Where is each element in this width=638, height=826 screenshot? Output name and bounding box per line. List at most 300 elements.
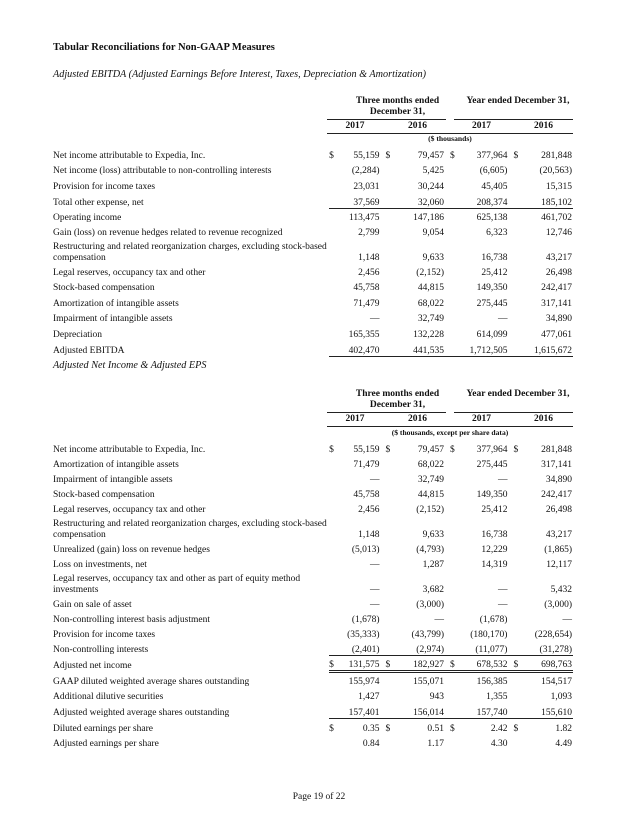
currency-symbol bbox=[450, 176, 458, 192]
currency-symbol bbox=[386, 192, 394, 208]
currency-symbol bbox=[450, 555, 458, 570]
currency-symbol bbox=[386, 570, 394, 595]
cell-value: 317,141 bbox=[541, 460, 572, 470]
cell-value: 477,061 bbox=[541, 330, 572, 340]
cell-value: 71,479 bbox=[353, 460, 380, 470]
cell-value: 12,229 bbox=[481, 545, 508, 555]
cell-value: 317,141 bbox=[541, 299, 572, 309]
currency-symbol: $ bbox=[513, 724, 519, 734]
cell-value: 32,749 bbox=[417, 475, 444, 485]
table-row bbox=[53, 687, 573, 702]
row-label: Stock-based compensation bbox=[53, 489, 155, 500]
group-header-three-months: Three months ended December 31, bbox=[355, 96, 440, 117]
table-row bbox=[53, 340, 573, 356]
cell-value: (4,793) bbox=[416, 545, 444, 555]
cell-value: 4.30 bbox=[490, 739, 508, 749]
cell-value: 1,148 bbox=[358, 530, 380, 540]
page-footer: Page 19 of 22 bbox=[292, 792, 346, 802]
row-label: Non-controlling interests bbox=[53, 644, 149, 655]
currency-symbol bbox=[450, 671, 458, 687]
cell-value: 242,417 bbox=[541, 283, 572, 293]
currency-symbol bbox=[329, 192, 337, 208]
currency-symbol bbox=[513, 278, 521, 293]
currency-symbol bbox=[386, 610, 394, 625]
cell-value: 37,569 bbox=[337, 192, 385, 208]
row-label: Depreciation bbox=[53, 329, 103, 340]
currency-symbol bbox=[513, 208, 521, 223]
currency-symbol bbox=[450, 610, 458, 625]
cell-value: (3,000) bbox=[416, 600, 444, 610]
currency-symbol bbox=[513, 293, 521, 309]
group-header-three-months: Three months ended December 31, bbox=[355, 389, 440, 410]
cell-value: 25,412 bbox=[481, 505, 508, 515]
table-row bbox=[53, 485, 573, 500]
row-label: Amortization of intangible assets bbox=[53, 459, 179, 470]
currency-symbol bbox=[450, 324, 458, 340]
section-subtitle-adjusted-net-income: Adjusted Net Income & Adjusted EPS bbox=[53, 360, 207, 371]
cell-value: 1,615,672 bbox=[522, 340, 574, 356]
currency-symbol bbox=[329, 640, 337, 655]
currency-symbol: $ bbox=[513, 151, 519, 161]
cell-value: 79,457 bbox=[417, 151, 444, 161]
currency-symbol: $ bbox=[449, 151, 455, 161]
currency-symbol bbox=[450, 687, 458, 702]
currency-symbol bbox=[513, 485, 521, 500]
cell-value: 377,964 bbox=[476, 151, 508, 161]
currency-symbol bbox=[513, 625, 521, 640]
currency-symbol bbox=[329, 470, 337, 485]
cell-value: 26,498 bbox=[545, 505, 572, 515]
currency-symbol bbox=[329, 278, 337, 293]
currency-symbol bbox=[450, 540, 458, 555]
cell-value: 132,228 bbox=[413, 330, 444, 340]
table-row bbox=[53, 238, 573, 263]
cell-value: 2.42 bbox=[490, 724, 508, 734]
table-row bbox=[53, 324, 573, 340]
table-row bbox=[53, 640, 573, 655]
cell-value: 147,186 bbox=[413, 213, 444, 223]
cell-value: — bbox=[497, 585, 508, 595]
cell-value: — bbox=[370, 600, 380, 610]
currency-symbol bbox=[329, 595, 337, 610]
currency-symbol bbox=[450, 640, 458, 655]
currency-symbol bbox=[386, 176, 394, 192]
currency-symbol bbox=[386, 515, 394, 540]
currency-symbol bbox=[450, 734, 458, 749]
table-row bbox=[53, 263, 573, 278]
cell-value: 275,445 bbox=[476, 299, 508, 309]
currency-symbol bbox=[386, 485, 394, 500]
row-label: Adjusted net income bbox=[53, 660, 132, 671]
cell-value: 2,456 bbox=[358, 268, 380, 278]
cell-value: 149,350 bbox=[476, 283, 508, 293]
cell-value: 71,479 bbox=[353, 299, 380, 309]
table-row bbox=[53, 515, 573, 540]
currency-symbol bbox=[386, 640, 394, 655]
row-label: Gain on sale of asset bbox=[53, 599, 132, 610]
row-label: Loss on investments, net bbox=[53, 559, 147, 570]
section-subtitle-ebitda: Adjusted EBITDA (Adjusted Earnings Before Interest, Taxes, Depreciation & Amortization) bbox=[53, 69, 427, 80]
currency-symbol bbox=[329, 570, 337, 595]
table-row bbox=[53, 192, 573, 208]
cell-value: 0.84 bbox=[362, 739, 380, 749]
currency-symbol bbox=[513, 176, 521, 192]
cell-value: 34,890 bbox=[545, 475, 572, 485]
currency-symbol bbox=[386, 702, 394, 718]
currency-symbol bbox=[450, 293, 458, 309]
cell-value: 154,517 bbox=[541, 677, 572, 687]
cell-value: 68,022 bbox=[417, 299, 444, 309]
table-row bbox=[53, 555, 573, 570]
cell-value: 943 bbox=[429, 692, 444, 702]
currency-symbol bbox=[329, 734, 337, 749]
currency-symbol bbox=[450, 223, 458, 238]
currency-symbol bbox=[450, 278, 458, 293]
cell-value: 113,475 bbox=[348, 213, 380, 223]
currency-symbol bbox=[329, 485, 337, 500]
currency-symbol bbox=[450, 161, 458, 176]
table-row bbox=[53, 610, 573, 625]
currency-symbol bbox=[450, 625, 458, 640]
cell-value: 2,456 bbox=[358, 505, 380, 515]
cell-value: 275,445 bbox=[476, 460, 508, 470]
cell-value: (1,678) bbox=[479, 615, 508, 625]
cell-value: (1,678) bbox=[351, 615, 380, 625]
table-row bbox=[53, 570, 573, 595]
table-row bbox=[53, 734, 573, 749]
cell-value: 30,244 bbox=[417, 182, 444, 192]
currency-symbol bbox=[513, 238, 521, 263]
cell-value: 45,758 bbox=[353, 490, 380, 500]
cell-value: (5,013) bbox=[351, 545, 380, 555]
cell-value: 698,763 bbox=[522, 655, 574, 671]
currency-symbol bbox=[513, 340, 521, 356]
row-label: Legal reserves, occupancy tax and other bbox=[53, 267, 206, 278]
cell-value: (3,000) bbox=[544, 600, 572, 610]
currency-symbol bbox=[513, 702, 521, 718]
currency-symbol bbox=[386, 595, 394, 610]
year-header: 2016 bbox=[408, 414, 427, 424]
cell-value: (11,077) bbox=[458, 640, 513, 655]
currency-symbol bbox=[513, 192, 521, 208]
cell-value: (6,605) bbox=[479, 166, 508, 176]
cell-value: 3,682 bbox=[422, 585, 444, 595]
currency-symbol bbox=[386, 324, 394, 340]
cell-value: (20,563) bbox=[539, 166, 572, 176]
cell-value: — bbox=[497, 314, 508, 324]
cell-value: 4.49 bbox=[555, 739, 572, 749]
year-header: 2017 bbox=[345, 414, 365, 424]
table-row bbox=[53, 455, 573, 470]
cell-value: 1.82 bbox=[555, 724, 572, 734]
cell-value: 461,702 bbox=[541, 213, 572, 223]
row-label: Stock-based compensation bbox=[53, 282, 155, 293]
cell-value: — bbox=[497, 475, 508, 485]
ebitda-table bbox=[53, 145, 573, 357]
currency-symbol: $ bbox=[449, 445, 455, 455]
currency-symbol bbox=[329, 238, 337, 263]
cell-value: 1,287 bbox=[422, 560, 444, 570]
table-row bbox=[53, 440, 573, 455]
currency-symbol bbox=[450, 309, 458, 324]
currency-symbol bbox=[329, 555, 337, 570]
year-header: 2017 bbox=[472, 121, 491, 131]
cell-value: 242,417 bbox=[541, 490, 572, 500]
currency-symbol: $ bbox=[449, 724, 455, 734]
currency-symbol bbox=[450, 485, 458, 500]
cell-value: — bbox=[562, 615, 572, 625]
cell-value: 9,054 bbox=[422, 228, 444, 238]
currency-symbol bbox=[329, 540, 337, 555]
currency-symbol bbox=[329, 324, 337, 340]
currency-symbol bbox=[329, 223, 337, 238]
currency-symbol: $ bbox=[513, 445, 519, 455]
row-label: Legal reserves, occupancy tax and other bbox=[53, 504, 206, 515]
table-row bbox=[53, 145, 573, 161]
currency-symbol bbox=[450, 470, 458, 485]
cell-value: 15,315 bbox=[545, 182, 572, 192]
cell-value: (2,284) bbox=[351, 166, 380, 176]
currency-symbol: $ bbox=[385, 445, 391, 455]
cell-value: 1,148 bbox=[358, 253, 380, 263]
group-header-year: Year ended December 31, bbox=[466, 389, 570, 399]
row-label: Net income attributable to Expedia, Inc. bbox=[53, 150, 206, 161]
cell-value: (2,152) bbox=[416, 505, 444, 515]
currency-symbol bbox=[450, 515, 458, 540]
currency-symbol bbox=[386, 263, 394, 278]
currency-symbol: $ bbox=[385, 724, 391, 734]
cell-value: 625,138 bbox=[476, 213, 508, 223]
cell-value: 23,031 bbox=[353, 182, 380, 192]
cell-value: 1,355 bbox=[486, 692, 508, 702]
row-label: Restructuring and related reorganization charges, excluding stock-based compensation bbox=[53, 242, 327, 263]
cell-value: 44,815 bbox=[417, 283, 444, 293]
currency-symbol: $ bbox=[329, 445, 334, 455]
cell-value: 1,427 bbox=[358, 692, 380, 702]
cell-value: 5,425 bbox=[422, 166, 444, 176]
cell-value: 34,890 bbox=[545, 314, 572, 324]
cell-value: 16,738 bbox=[481, 530, 508, 540]
currency-symbol: $ bbox=[385, 151, 391, 161]
page-title: Tabular Reconciliations for Non-GAAP Measures bbox=[53, 42, 275, 53]
row-label: Impairment of intangible assets bbox=[53, 474, 173, 485]
table-row bbox=[53, 176, 573, 192]
cell-value: 9,633 bbox=[422, 253, 444, 263]
currency-symbol bbox=[329, 625, 337, 640]
table-row bbox=[53, 655, 573, 671]
currency-symbol bbox=[513, 595, 521, 610]
currency-symbol: $ bbox=[329, 724, 334, 734]
cell-value: (1,865) bbox=[544, 545, 572, 555]
cell-value: 1,712,505 bbox=[458, 340, 513, 356]
table-row bbox=[53, 161, 573, 176]
year-header: 2017 bbox=[472, 414, 491, 424]
currency-symbol bbox=[513, 455, 521, 470]
cell-value: 377,964 bbox=[476, 445, 508, 455]
row-label: Gain (loss) on revenue hedges related to revenue recognized bbox=[53, 227, 283, 238]
year-header: 2016 bbox=[534, 414, 553, 424]
cell-value: 16,738 bbox=[481, 253, 508, 263]
table-row bbox=[53, 470, 573, 485]
cell-value: 614,099 bbox=[476, 330, 508, 340]
cell-value: (2,152) bbox=[416, 268, 444, 278]
currency-symbol bbox=[386, 238, 394, 263]
currency-symbol bbox=[329, 687, 337, 702]
currency-symbol bbox=[513, 640, 521, 655]
cell-value: 441,535 bbox=[394, 340, 450, 356]
row-label: Adjusted EBITDA bbox=[53, 345, 125, 356]
row-label: GAAP diluted weighted average shares outstanding bbox=[53, 676, 250, 687]
table-row bbox=[53, 671, 573, 687]
currency-symbol bbox=[450, 208, 458, 223]
currency-symbol bbox=[386, 293, 394, 309]
year-header: 2017 bbox=[345, 121, 365, 131]
cell-value: 55,159 bbox=[353, 151, 380, 161]
currency-symbol bbox=[329, 340, 337, 356]
currency-symbol bbox=[513, 671, 521, 687]
table-row bbox=[53, 223, 573, 238]
cell-value: 157,401 bbox=[337, 702, 385, 718]
currency-symbol bbox=[386, 540, 394, 555]
row-label: Operating income bbox=[53, 212, 122, 223]
group-header-year: Year ended December 31, bbox=[466, 96, 570, 106]
cell-value: 281,848 bbox=[541, 445, 572, 455]
currency-symbol bbox=[386, 625, 394, 640]
currency-symbol bbox=[386, 555, 394, 570]
currency-symbol bbox=[329, 309, 337, 324]
currency-symbol bbox=[450, 340, 458, 356]
table-row bbox=[53, 718, 573, 734]
cell-value: 402,470 bbox=[337, 340, 385, 356]
currency-symbol bbox=[450, 455, 458, 470]
cell-value: 155,610 bbox=[522, 702, 574, 718]
cell-value: 208,374 bbox=[458, 192, 513, 208]
year-header: 2016 bbox=[534, 121, 553, 131]
cell-value: 55,159 bbox=[353, 445, 380, 455]
currency-symbol bbox=[329, 515, 337, 540]
cell-value: 26,498 bbox=[545, 268, 572, 278]
cell-value: 45,405 bbox=[481, 182, 508, 192]
row-label: Provision for income taxes bbox=[53, 181, 156, 192]
cell-value: 25,412 bbox=[481, 268, 508, 278]
currency-symbol bbox=[329, 293, 337, 309]
cell-value: 1.17 bbox=[427, 739, 444, 749]
currency-symbol bbox=[450, 702, 458, 718]
cell-value: — bbox=[497, 600, 508, 610]
cell-value: — bbox=[370, 475, 380, 485]
cell-value: 149,350 bbox=[476, 490, 508, 500]
currency-symbol bbox=[513, 540, 521, 555]
cell-value: 12,746 bbox=[545, 228, 572, 238]
currency-symbol bbox=[450, 595, 458, 610]
cell-value: 165,355 bbox=[348, 330, 380, 340]
row-label: Restructuring and related reorganization charges, excluding stock-based compensation bbox=[53, 519, 327, 540]
cell-value: 6,323 bbox=[486, 228, 508, 238]
row-label: Additional dilutive securities bbox=[53, 691, 164, 702]
currency-symbol: $ bbox=[329, 655, 337, 671]
table-row bbox=[53, 208, 573, 223]
row-label: Net income attributable to Expedia, Inc. bbox=[53, 444, 206, 455]
cell-value: 79,457 bbox=[417, 445, 444, 455]
cell-value: 1,093 bbox=[550, 692, 572, 702]
currency-symbol bbox=[386, 340, 394, 356]
currency-symbol bbox=[386, 671, 394, 687]
currency-symbol bbox=[329, 455, 337, 470]
cell-value: 131,575 bbox=[337, 655, 385, 671]
currency-symbol bbox=[450, 500, 458, 515]
currency-symbol bbox=[513, 470, 521, 485]
currency-symbol bbox=[450, 570, 458, 595]
currency-symbol: $ bbox=[386, 655, 394, 671]
adjusted-net-income-table bbox=[53, 440, 573, 749]
cell-value: — bbox=[434, 615, 444, 625]
cell-value: 281,848 bbox=[541, 151, 572, 161]
cell-value: (228,654) bbox=[534, 630, 572, 640]
currency-symbol bbox=[513, 570, 521, 595]
currency-symbol bbox=[386, 455, 394, 470]
currency-symbol bbox=[329, 702, 337, 718]
currency-symbol bbox=[450, 263, 458, 278]
currency-symbol bbox=[513, 515, 521, 540]
currency-symbol bbox=[386, 734, 394, 749]
currency-symbol bbox=[513, 324, 521, 340]
currency-symbol: $ bbox=[513, 655, 521, 671]
currency-symbol bbox=[386, 208, 394, 223]
currency-symbol: $ bbox=[329, 151, 334, 161]
cell-value: (180,170) bbox=[470, 630, 508, 640]
table-row bbox=[53, 540, 573, 555]
currency-symbol bbox=[450, 192, 458, 208]
currency-symbol bbox=[386, 470, 394, 485]
cell-value: (35,333) bbox=[347, 630, 380, 640]
unit-label: ($ thousands) bbox=[428, 134, 472, 143]
cell-value: 0.35 bbox=[362, 724, 380, 734]
currency-symbol bbox=[386, 223, 394, 238]
cell-value: 44,815 bbox=[417, 490, 444, 500]
currency-symbol: $ bbox=[450, 655, 458, 671]
table-row bbox=[53, 500, 573, 515]
row-label: Unrealized (gain) loss on revenue hedges bbox=[53, 544, 210, 555]
currency-symbol bbox=[329, 208, 337, 223]
cell-value: (2,974) bbox=[394, 640, 450, 655]
cell-value: 155,974 bbox=[348, 677, 380, 687]
table-row bbox=[53, 309, 573, 324]
row-label: Legal reserves, occupancy tax and other as part of equity method investments bbox=[53, 574, 301, 595]
cell-value: — bbox=[370, 314, 380, 324]
currency-symbol bbox=[329, 263, 337, 278]
cell-value: 155,071 bbox=[413, 677, 444, 687]
row-label: Net income (loss) attributable to non-controlling interests bbox=[53, 165, 272, 176]
row-label: Non-controlling interest basis adjustment bbox=[53, 614, 210, 625]
cell-value: 32,749 bbox=[417, 314, 444, 324]
table-row bbox=[53, 293, 573, 309]
currency-symbol bbox=[513, 610, 521, 625]
cell-value: 156,014 bbox=[394, 702, 450, 718]
cell-value: 12,117 bbox=[546, 560, 572, 570]
currency-symbol bbox=[513, 161, 521, 176]
cell-value: 45,758 bbox=[353, 283, 380, 293]
currency-symbol bbox=[386, 161, 394, 176]
currency-symbol bbox=[386, 500, 394, 515]
currency-symbol bbox=[329, 500, 337, 515]
cell-value: 0.51 bbox=[427, 724, 444, 734]
cell-value: (2,401) bbox=[337, 640, 385, 655]
currency-symbol bbox=[513, 734, 521, 749]
currency-symbol bbox=[513, 555, 521, 570]
table-row bbox=[53, 625, 573, 640]
row-label: Total other expense, net bbox=[53, 197, 144, 208]
row-label: Provision for income taxes bbox=[53, 629, 156, 640]
